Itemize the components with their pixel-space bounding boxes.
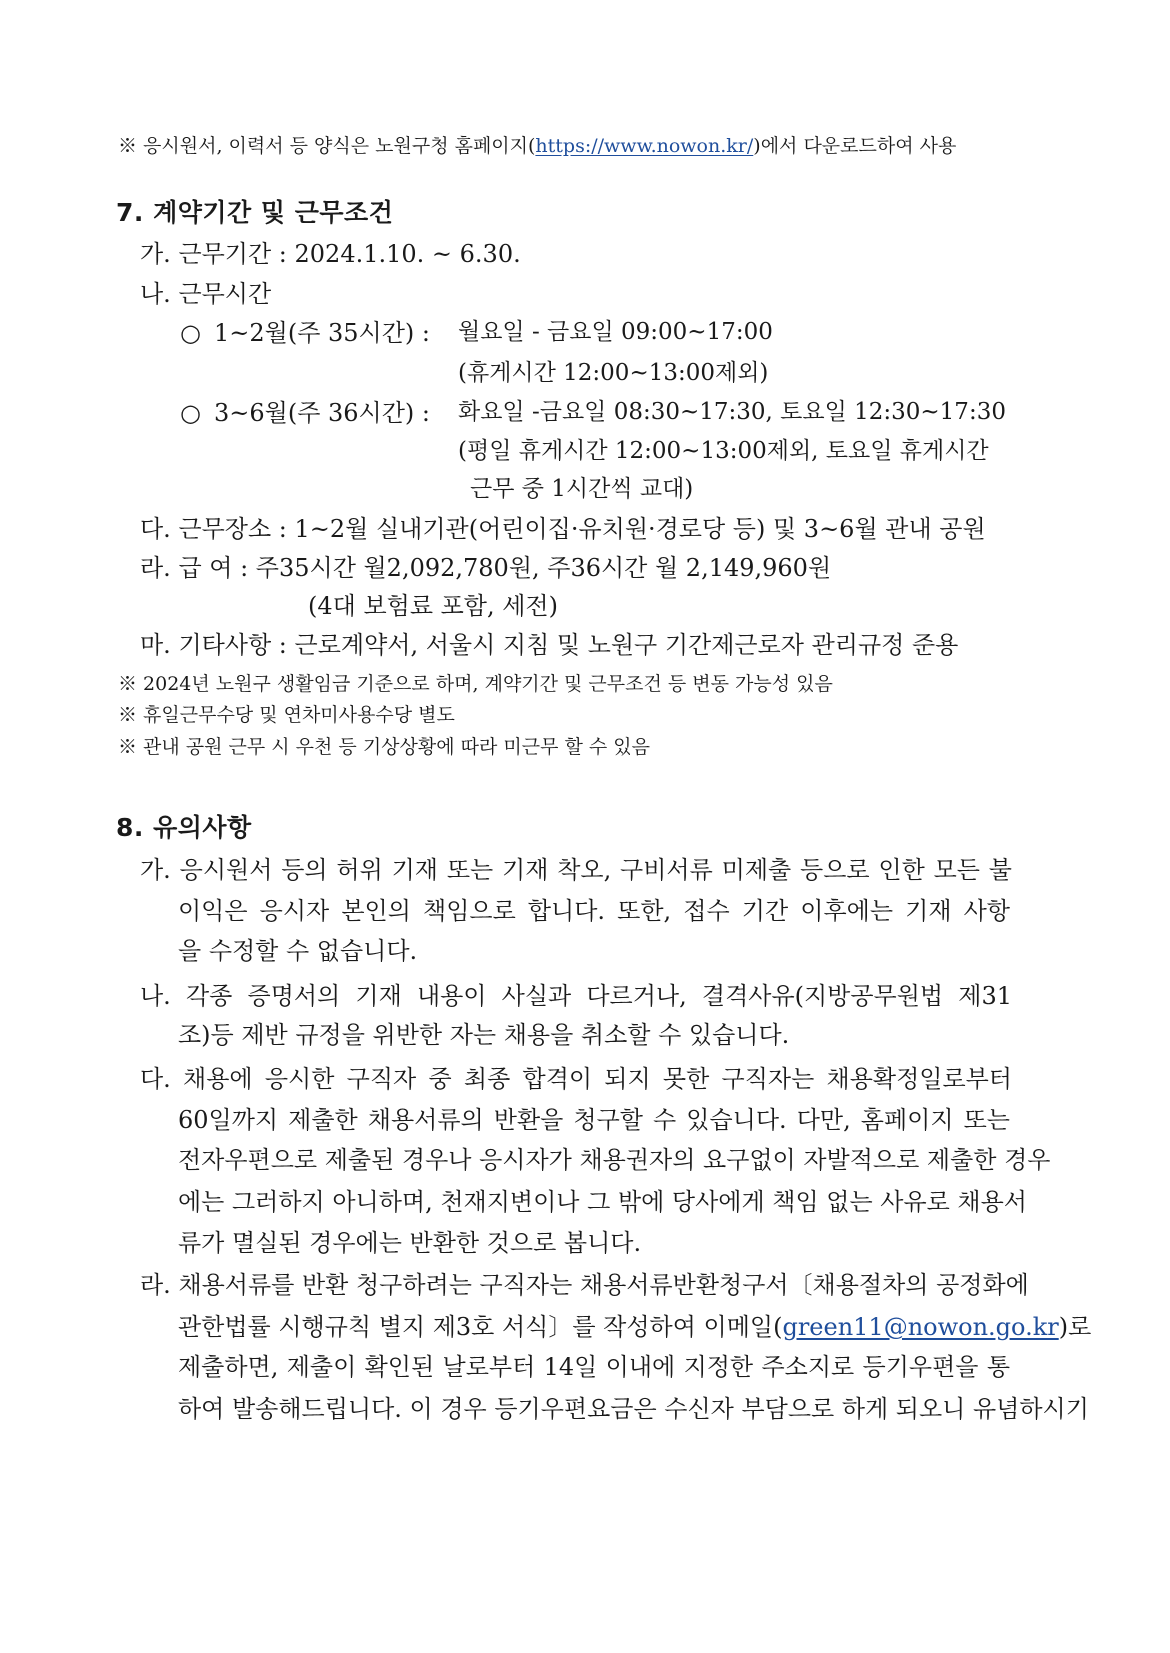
circle-bullet-icon: ○ <box>180 319 201 347</box>
work-hours-jan-feb-label: 1~2월(주 35시간) : <box>214 319 430 347</box>
other-terms: 마. 기타사항 : 근로계약서, 서울시 지침 및 노원구 기간제근로자 관리규정 준용 <box>140 631 959 659</box>
work-hours-mar-jun-text: 화요일 -금요일 08:30~17:30, 토요일 12:30~17:30 <box>458 399 1006 425</box>
caution-na-line1: 나. 각종 증명서의 기재 내용이 사실과 다르거나, 결격사유(지방공무원법 제31 <box>140 982 1012 1010</box>
note-allowance: ※ 휴일근무수당 및 연차미사용수당 별도 <box>118 704 455 726</box>
work-hours-label: 나. 근무시간 <box>140 280 272 308</box>
work-hours-mar-jun-label: 3~6월(주 36시간) : <box>214 399 430 427</box>
section-7-title: 7. 계약기간 및 근무조건 <box>116 198 394 227</box>
work-period: 가. 근무기간 : 2024.1.10. ~ 6.30. <box>140 240 521 268</box>
salary-note: (4대 보험료 포함, 세전) <box>308 592 558 620</box>
download-note-suffix: )에서 다운로드하여 사용 <box>753 135 957 157</box>
note-weather: ※ 관내 공원 근무 시 우천 등 기상상황에 따라 미근무 할 수 있음 <box>118 736 650 758</box>
caution-ra-line2-prefix: 관한법률 시행규칙 별지 제3호 서식〕를 작성하여 이메일( <box>178 1313 783 1341</box>
caution-ra-line3: 제출하면, 제출이 확인된 날로부터 14일 이내에 지정한 주소지로 등기우편을 통 <box>178 1353 1010 1381</box>
caution-ra-line1: 라. 채용서류를 반환 청구하려는 구직자는 채용서류반환청구서〔채용절차의 공정화에 <box>140 1271 1029 1299</box>
caution-ga-line3: 을 수정할 수 없습니다. <box>178 937 418 965</box>
caution-da-line5: 류가 멸실된 경우에는 반환한 것으로 봅니다. <box>178 1229 642 1257</box>
caution-da-line1: 다. 채용에 응시한 구직자 중 최종 합격이 되지 못한 구직자는 채용확정일로부터 <box>140 1065 1012 1093</box>
work-hours-jan-feb <box>180 321 430 345</box>
work-hours-jan-feb-text: 월요일 - 금요일 09:00~17:00 <box>458 319 773 345</box>
caution-ra-line4: 하여 발송해드립니다. 이 경우 등기우편요금은 수신자 부담으로 하게 되오니 유념하시기 <box>178 1395 1089 1423</box>
caution-ga-line2: 이익은 응시자 본인의 책임으로 합니다. 또한, 접수 기간 이후에는 기재 사항 <box>178 897 1010 925</box>
work-location: 다. 근무장소 : 1~2월 실내기관(어린이집·유치원·경로당 등) 및 3~6월 관내 공원 <box>140 515 986 543</box>
work-hours-mar-jun-break: (평일 휴게시간 12:00~13:00제외, 토요일 휴게시간 <box>458 438 989 464</box>
caution-da-line3: 전자우편으로 제출된 경우나 응시자가 채용권자의 요구없이 자발적으로 제출한 경우 <box>178 1146 1051 1174</box>
email-link[interactable]: green11@nowon.go.kr <box>782 1313 1059 1341</box>
work-hours-jan-feb-break: (휴게시간 12:00~13:00제외) <box>458 360 769 386</box>
salary: 라. 급 여 : 주35시간 월2,092,780원, 주36시간 월 2,149,960원 <box>140 554 832 582</box>
caution-ra-line2 <box>178 1315 1091 1339</box>
download-note <box>118 137 956 156</box>
section-8-title: 8. 유의사항 <box>116 813 252 842</box>
note-living-wage: ※ 2024년 노원구 생활임금 기준으로 하며, 계약기간 및 근무조건 등 변동 가능성 있음 <box>118 673 833 695</box>
caution-da-line2: 60일까지 제출한 채용서류의 반환을 청구할 수 있습니다. 다만, 홈페이지 또는 <box>178 1106 1010 1134</box>
homepage-link[interactable]: https://www.nowon.kr/ <box>535 135 754 157</box>
work-hours-mar-jun-break-cont: 근무 중 1시간씩 교대) <box>470 476 694 502</box>
caution-da-line4: 에는 그러하지 아니하며, 천재지변이나 그 밖에 당사에게 책임 없는 사유로 채용서 <box>178 1188 1027 1216</box>
caution-na-line2: 조)등 제반 규정을 위반한 자는 채용을 취소할 수 있습니다. <box>178 1021 790 1049</box>
caution-ra-line2-suffix: )로 <box>1058 1313 1092 1341</box>
caution-ga-line1: 가. 응시원서 등의 허위 기재 또는 기재 착오, 구비서류 미제출 등으로 인한 모든 불 <box>140 856 1012 884</box>
circle-bullet-icon: ○ <box>180 399 201 427</box>
work-hours-mar-jun <box>180 401 430 425</box>
download-note-prefix: ※ 응시원서, 이력서 등 양식은 노원구청 홈페이지( <box>118 135 536 157</box>
